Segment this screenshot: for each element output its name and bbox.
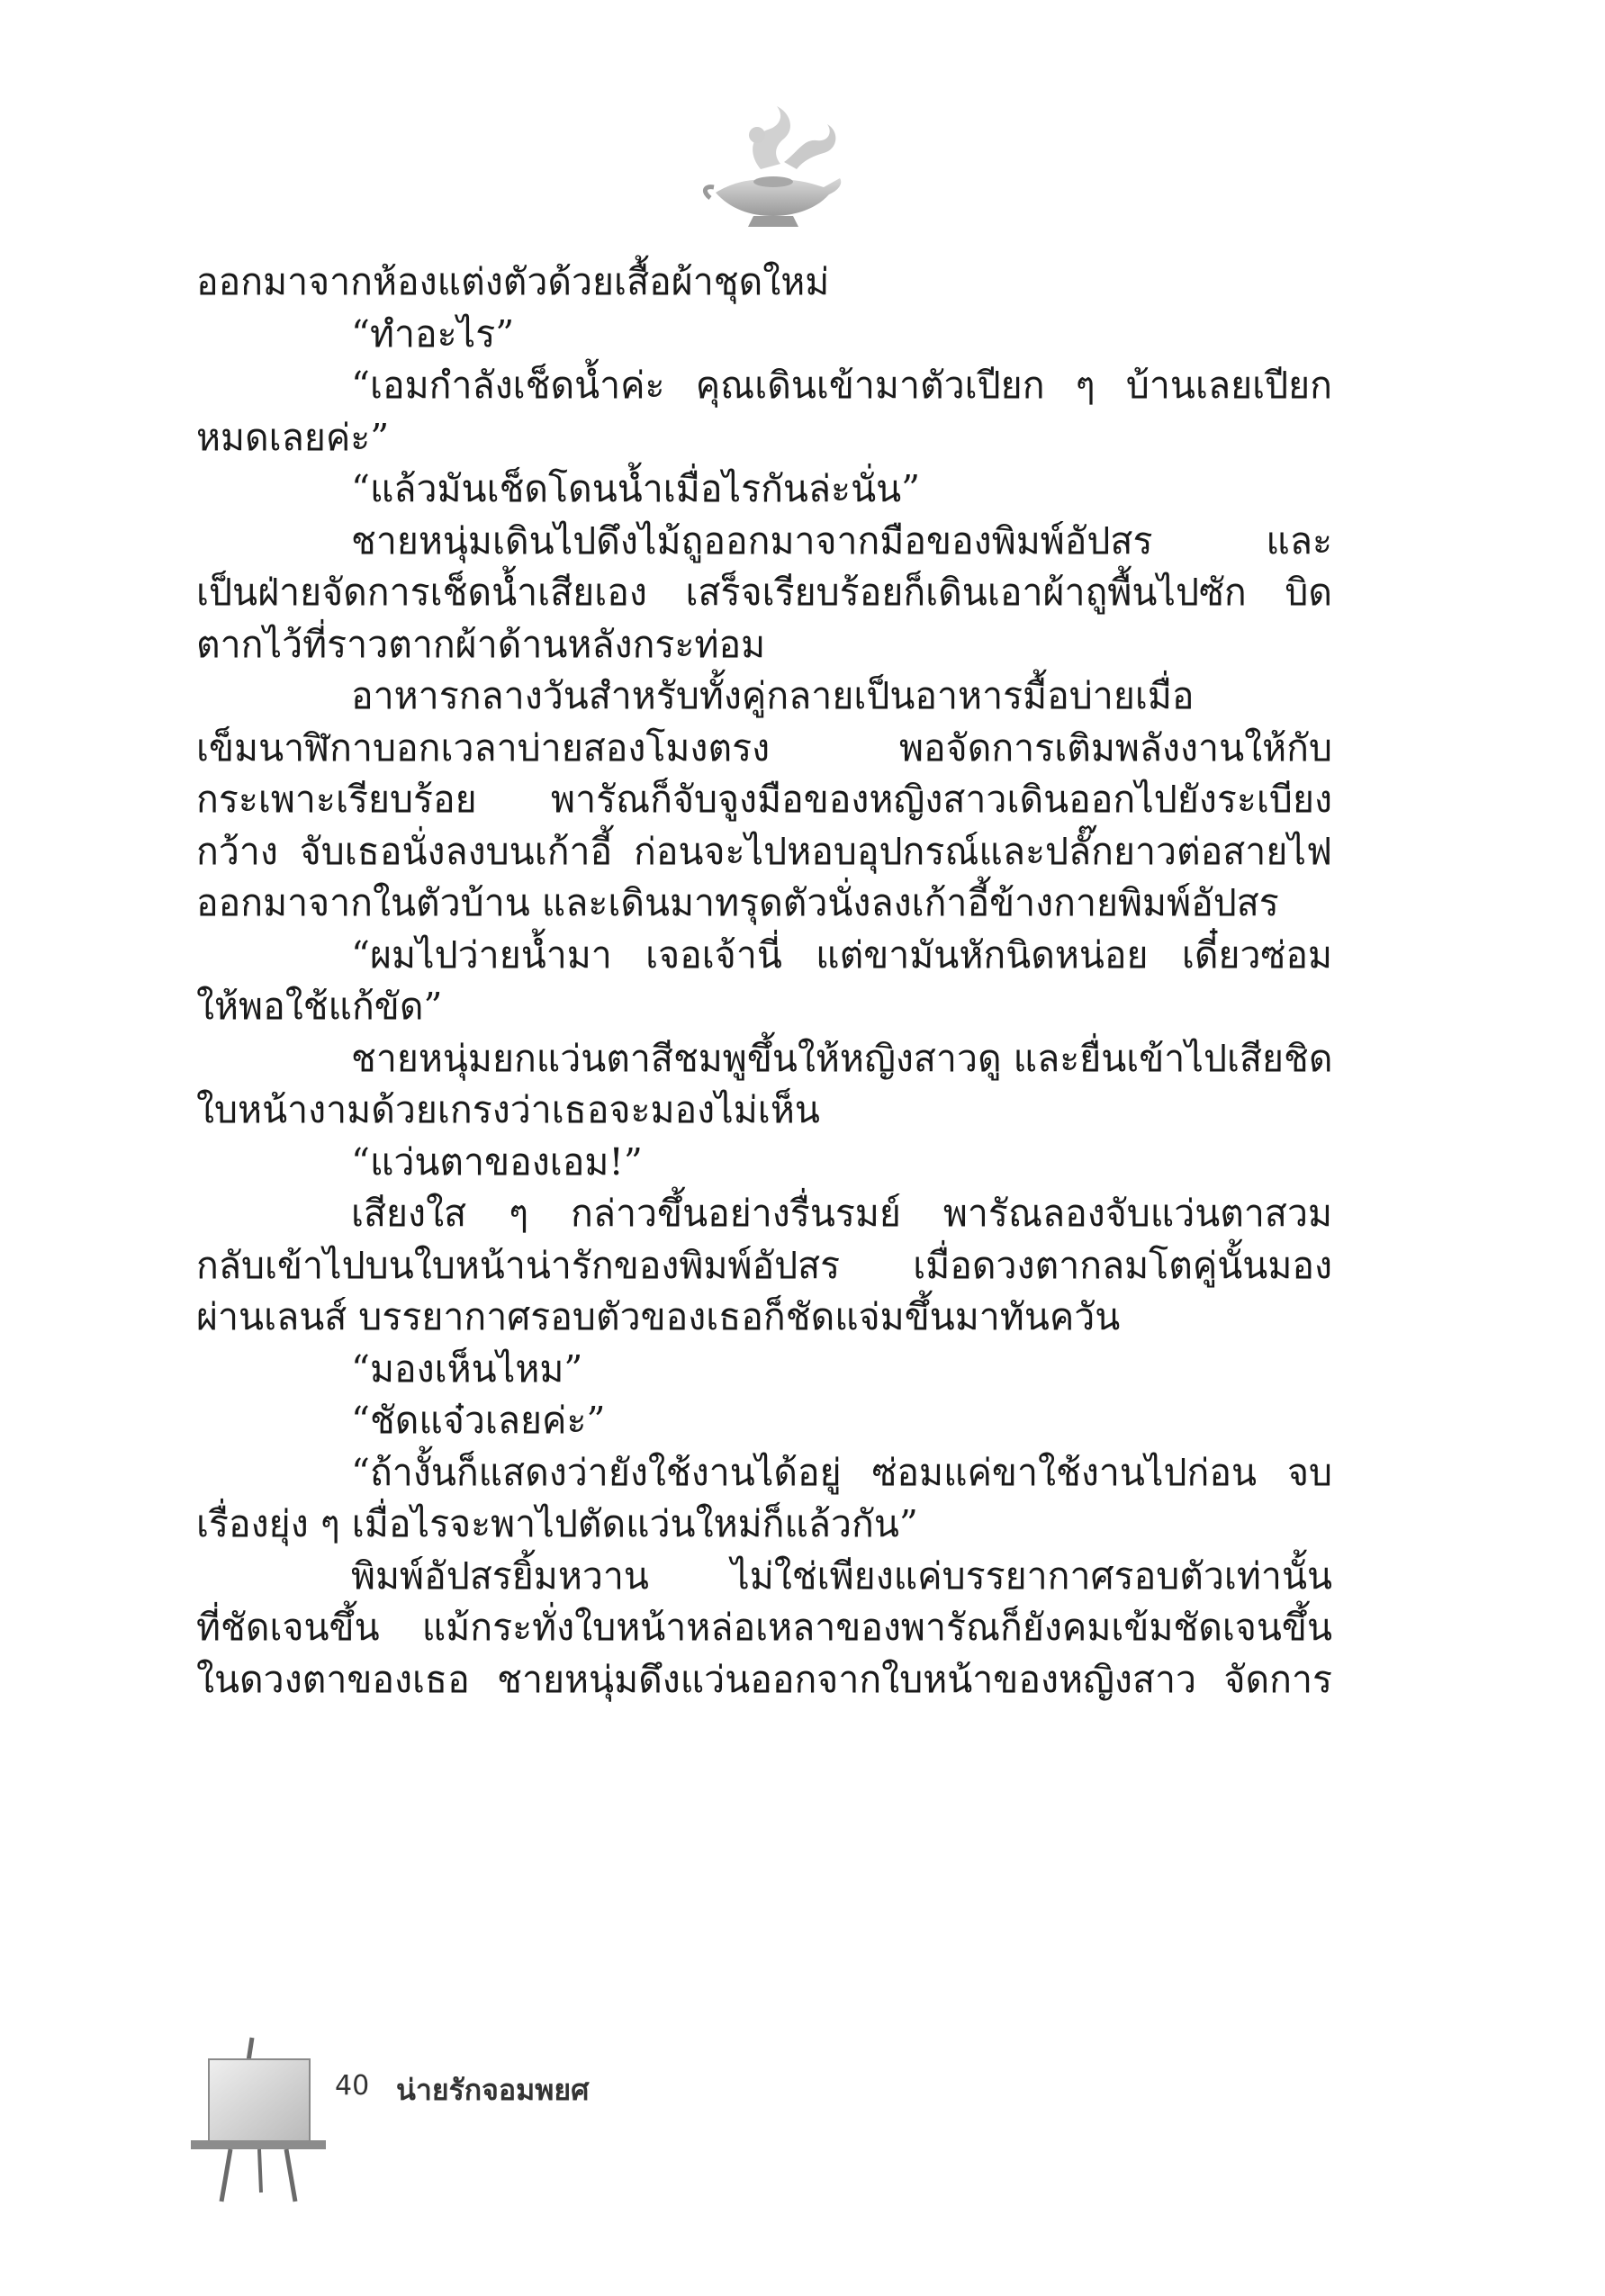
text-line: เรื่องยุ่ง ๆ เมื่อไรจะพาไปตัดแว่นใหม่ก็แล้วกัน” [196,1502,918,1545]
text-line: ชายหนุ่มยกแว่นตาสีชมพูขึ้นให้หญิงสาวดู และยื่นเข้าไปเสียชิด [351,1036,1333,1080]
text-line: ใบหน้างามด้วยเกรงว่าเธอจะมองไม่เห็น [196,1088,820,1131]
text-line: ให้พอใช้แก้ขัด” [196,985,443,1028]
text-line: กลับเข้าไปบนใบหน้าน่ารักของพิมพ์อัปสร เมื่อดวงตากลมโตคู่นั้นมอง [196,1243,1332,1287]
text-line: ชายหนุ่มเดินไปดึงไม้ถูออกมาจากมือของพิมพ์อัปสร และ [351,518,1332,563]
text-line: ออกมาจากในตัวบ้าน และเดินมาทรุดตัวนั่งลงเก้าอี้ข้างกายพิมพ์อัปสร [196,881,1279,924]
text-line: “แล้วมันเช็ดโดนน้ำเมื่อไรกันล่ะนั่น” [351,467,921,510]
text-line: “ถ้างั้นก็แสดงว่ายังใช้งานได้อยู่ ซ่อมแค่ขาใช้งานไปก่อน จบ [351,1450,1332,1494]
text-line: หมดเลยค่ะ” [196,415,390,459]
page-number: 40 [335,2070,370,2102]
text-line: ในดวงตาของเธอ ชายหนุ่มดึงแว่นออกจากใบหน้าของหญิงสาว จัดการ [196,1657,1332,1701]
text-line: “ผมไปว่ายน้ำมา เจอเจ้านี่ แต่ขามันหักนิดหน่อย เดี๋ยวซ่อม [351,932,1332,977]
text-line: เป็นฝ่ายจัดการเช็ดน้ำเสียเอง เสร็จเรียบร้อยก็เดินเอาผ้าถูพื้นไปซัก บิด [196,571,1332,614]
text-line: ที่ชัดเจนขึ้น แม้กระทั่งใบหน้าหล่อเหลาของพารัณก็ยังคมเข้มชัดเจนขึ้น [196,1606,1332,1649]
easel-icon [189,2034,333,2205]
text-line: ผ่านเลนส์ บรรยากาศรอบตัวของเธอก็ชัดแจ่มขึ้นมาทันควัน [196,1295,1121,1338]
text-line: “เอมกำลังเช็ดน้ำค่ะ คุณเดินเข้ามาตัวเปียก ๆ บ้านเลยเปียก [351,364,1332,407]
text-line: ตากไว้ที่ราวตากผ้าด้านหลังกระท่อม [196,622,766,666]
text-line: “แว่นตาของเอม!” [351,1139,643,1184]
book-title: น่ายรักจอมพยศ [396,2073,590,2107]
text-line: “ชัดแจ๋วเลยค่ะ” [351,1399,606,1442]
genie-lamp-icon [698,99,851,234]
text-line: กระเพาะเรียบร้อย พารัณก็จับจูงมือของหญิงสาวเดินออกไปยังระเบียง [196,778,1332,821]
text-line: เข็มนาฬิกาบอกเวลาบ่ายสองโมงตรง พอจัดการเติมพลังงานให้กับ [196,725,1332,770]
text-line: เสียงใส ๆ กล่าวขึ้นอย่างรื่นรมย์ พารัณลองจับแว่นตาสวม [351,1192,1332,1235]
text-line: พิมพ์อัปสรยิ้มหวาน ไม่ใช่เพียงแค่บรรยากาศรอบตัวเท่านั้น [351,1553,1332,1598]
text-line: “ทำอะไร” [351,311,515,356]
text-line: ออกมาจากห้องแต่งตัวด้วยเสื้อผ้าชุดใหม่ [196,260,830,303]
body-text [196,257,1332,1706]
text-line: กว้าง จับเธอนั่งลงบนเก้าอี้ ก่อนจะไปหอบอุปกรณ์และปลั๊กยาวต่อสายไฟ [196,829,1332,873]
text-line: อาหารกลางวันสำหรับทั้งคู่กลายเป็นอาหารมื้อบ่ายเมื่อ [351,674,1195,717]
text-line: “มองเห็นไหม” [351,1346,583,1391]
